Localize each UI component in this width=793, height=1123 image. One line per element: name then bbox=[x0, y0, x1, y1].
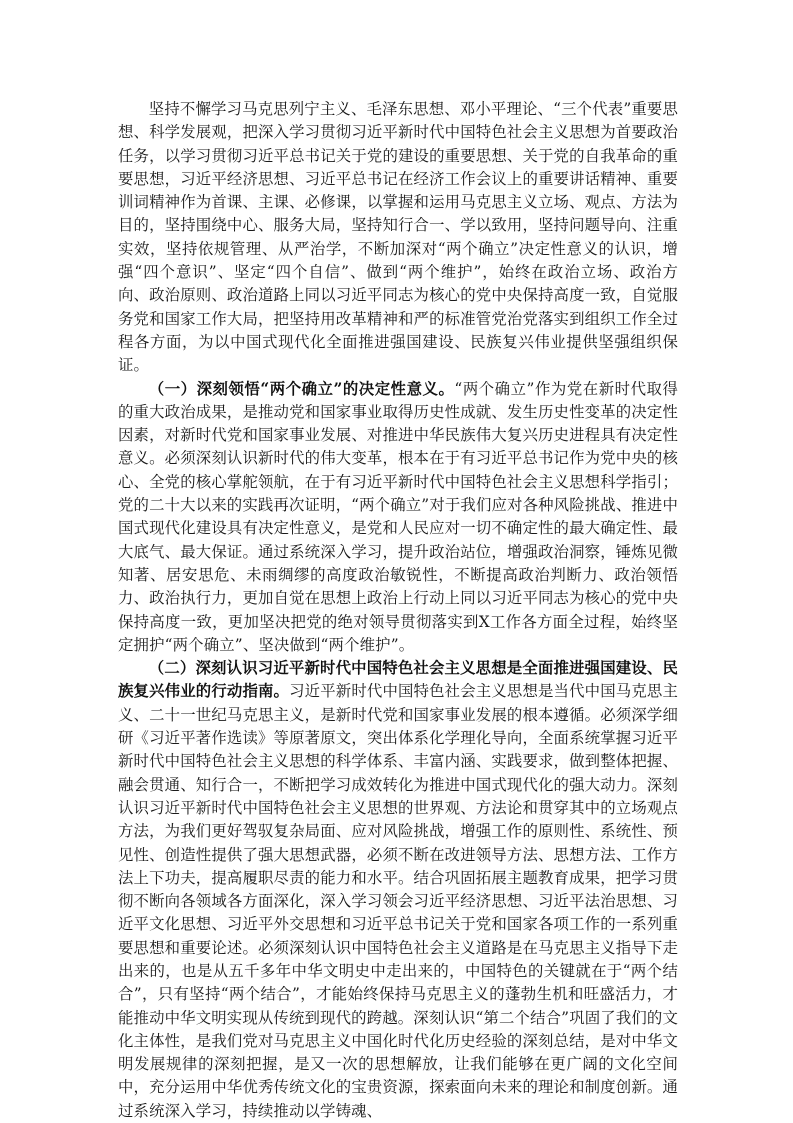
section-two-paragraph bbox=[118, 657, 678, 1123]
section-two-heading: （二）深刻认识习近平新时代中国特色社会主义思想是全面推进强国建设、民族复兴伟业的行动指南。 bbox=[118, 659, 678, 701]
section-one-text: “两个确立”作为党在新时代取得的重大政治成果，是推动党和国家事业取得历史性成就、发生历史性变革的决定性因素，对新时代党和国家事业发展、对推进中华民族伟大复兴历史进程具有决定性意义。必须深刻认识新时代的伟大变革，根本在于有习近平总书记作为党中央的核心、全党的核心掌舵领航，在于有习近平新时代中国特色社会主义思想科学指引；党的二十大以来的实践再次证明，“两个确立”对于我们应对各种风险挑战、推进中国式现代化建设具有决定性意义，是党和人民应对一切不确定性的最大确定性、最大底气、最大保证。通过系统深入学习，提升政治站位，增强政治洞察，锤炼见微知著、居安思危、未雨绸缪的高度政治敏锐性，不断提高政治判断力、政治领悟力、政治执行力，更加自觉在思想上政治上行动上同以习近平同志为核心的党中央保持高度一致，更加坚决把党的绝对领导贯彻落实到X工作各方面全过程，始终坚定拥护“两个确立”、坚决做到“两个维护”。 bbox=[118, 379, 678, 654]
intro-paragraph-text: 坚持不懈学习马克思列宁主义、毛泽东思想、邓小平理论、“三个代表”重要思想、科学发展观，把深入学习贯彻习近平新时代中国特色社会主义思想为首要政治任务，以学习贯彻习近平总书记关于党的建设的重要思想、关于党的自我革命的重要思想，习近平经济思想、习近平总书记在经济工作会议上的重要讲话精神、重要训词精神作为首课、主课、必修课，以掌握和运用马克思主义立场、观点、方法为目的，坚持围绕中心、服务大局，坚持知行合一、学以致用，坚持问题导向、注重实效，坚持依规管理、从严治学，不断加深对“两个确立”决定性意义的认识，增强“四个意识”、坚定“四个自信”、做到“两个维护”，始终在政治立场、政治方向、政治原则、政治道路上同以习近平同志为核心的党中央保持高度一致，自觉服务党和国家工作大局，把坚持用改革精神和严的标准管党治党落实到组织工作全过程各方面，为以中国式现代化全面推进强国建设、民族复兴伟业提供坚强组织保证。 bbox=[118, 100, 678, 375]
section-one-paragraph bbox=[118, 378, 678, 658]
intro-paragraph bbox=[118, 98, 678, 378]
document-body bbox=[118, 98, 678, 1123]
section-one-heading: （一）深刻领悟“两个确立”的决定性意义。 bbox=[148, 379, 455, 398]
section-two-text: 习近平新时代中国特色社会主义思想是当代中国马克思主义、二十一世纪马克思主义，是新时代党和国家事业发展的根本遵循。必须深学细研《习近平著作选读》等原著原文，突出体系化学理化导向，全面系统掌握习近平新时代中国特色社会主义思想的科学体系、丰富内涵、实践要求，做到整体把握、融会贯通、知行合一，不断把学习成效转化为推进中国式现代化的强大动力。深刻认识习近平新时代中国特色社会主义思想的世界观、方法论和贯穿其中的立场观点方法，为我们更好驾驭复杂局面、应对风险挑战，增强工作的原则性、系统性、预见性、创造性提供了强大思想武器，必须不断在改进领导方法、思想方法、工作方法上下功夫，提高履职尽责的能力和水平。结合巩固拓展主题教育成果，把学习贯彻不断向各领域各方面深化，深入学习领会习近平经济思想、习近平法治思想、习近平文化思想、习近平外交思想和习近平总书记关于党和国家各项工作的一系列重要思想和重要论述。必须深刻认识中国特色社会主义道路是在马克思主义指导下走出来的，也是从五千多年中华文明史中走出来的，中国特色的关键就在于“两个结合”，只有坚持“两个结合”，才能始终保持马克思主义的蓬勃生机和旺盛活力，才能推动中华文明实现从传统到现代的跨越。深刻认识“第二个结合”巩固了我们的文化主体性，是我们党对马克思主义中国化时代化历史经验的深刻总结，是对中华文明发展规律的深刻把握，是又一次的思想解放，让我们能够在更广阔的文化空间中，充分运用中华优秀传统文化的宝贵资源，探索面向未来的理论和制度创新。通过系统深入学习，持续推动以学铸魂、 bbox=[118, 682, 678, 1120]
